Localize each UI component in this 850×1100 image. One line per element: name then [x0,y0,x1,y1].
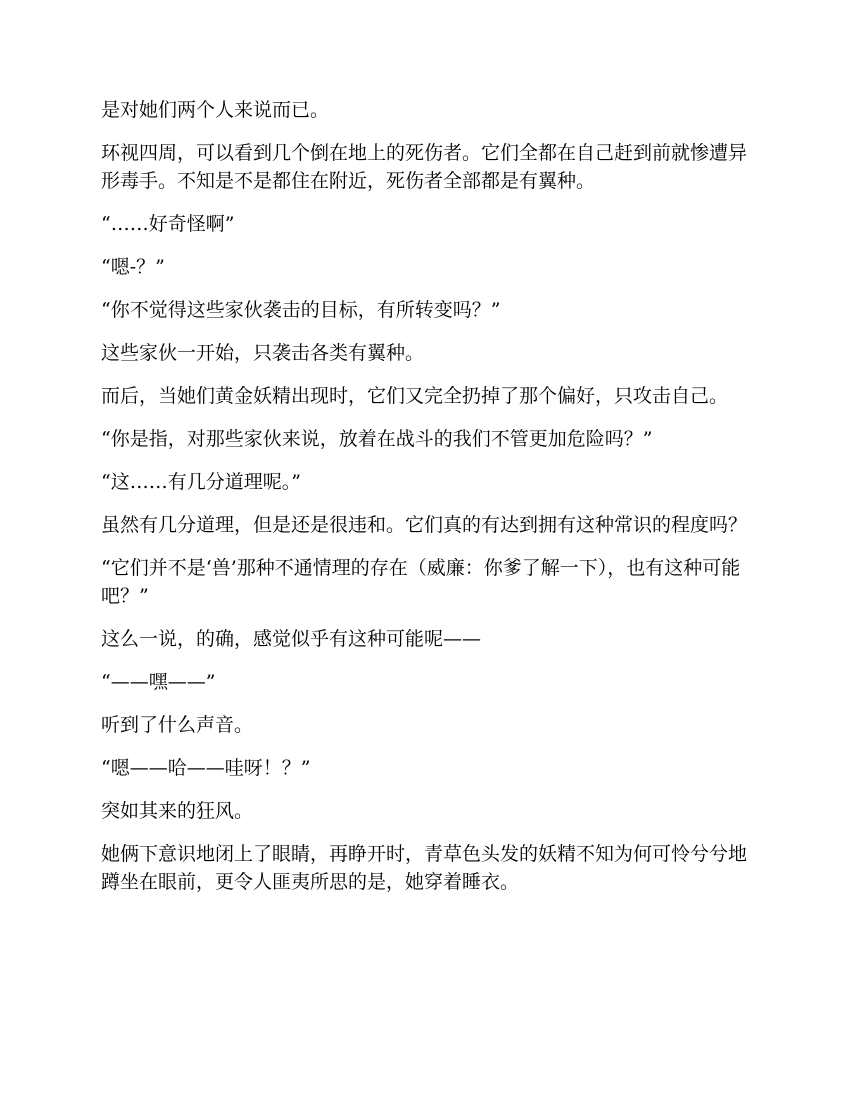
paragraph: 听到了什么声音。 [101,714,254,736]
paragraph: 是对她们两个人来说而已。 [101,99,330,121]
paragraph: 而后，当她们黄金妖精出现时，它们又完全扔掉了那个偏好，只攻击自己。 [101,385,729,407]
paragraph: “你是指，对那些家伙来说，放着在战斗的我们不管更加危险吗？” [101,428,653,450]
paragraph: 环视四周，可以看到几个倒在地上的死伤者。它们全都在自己赶到前就惨遭异形毒手。不知是不是都住在附近，死伤者全部都是有翼种。 [101,142,748,192]
paragraph: “……好奇怪啊” [101,213,235,235]
paragraph: 这些家伙一开始，只袭击各类有翼种。 [101,342,425,364]
paragraph: “嗯-？” [101,256,165,278]
paragraph: 虽然有几分道理，但是还是很违和。它们真的有达到拥有这种常识的程度吗？ [101,514,748,536]
paragraph: “这……有几分道理呢。” [101,471,301,493]
paragraph: 这么一说，的确，感觉似乎有这种可能呢—— [101,628,482,650]
paragraph: 她俩下意识地闭上了眼睛，再睁开时，青草色头发的妖精不知为何可怜兮兮地蹲坐在眼前，更令人匪夷所思的是，她穿着睡衣。 [101,843,748,893]
paragraph: “——嘿——” [101,671,216,693]
paragraph: 突如其来的狂风。 [101,800,254,822]
paragraph: “它们并不是‘兽’那种不通情理的存在（威廉：你爹了解一下），也有这种可能吧？” [101,557,741,607]
paragraph: “你不觉得这些家伙袭击的目标，有所转变吗？” [101,299,501,321]
paragraph: “嗯——哈——哇呀！？” [101,757,311,779]
document-body [101,96,751,911]
